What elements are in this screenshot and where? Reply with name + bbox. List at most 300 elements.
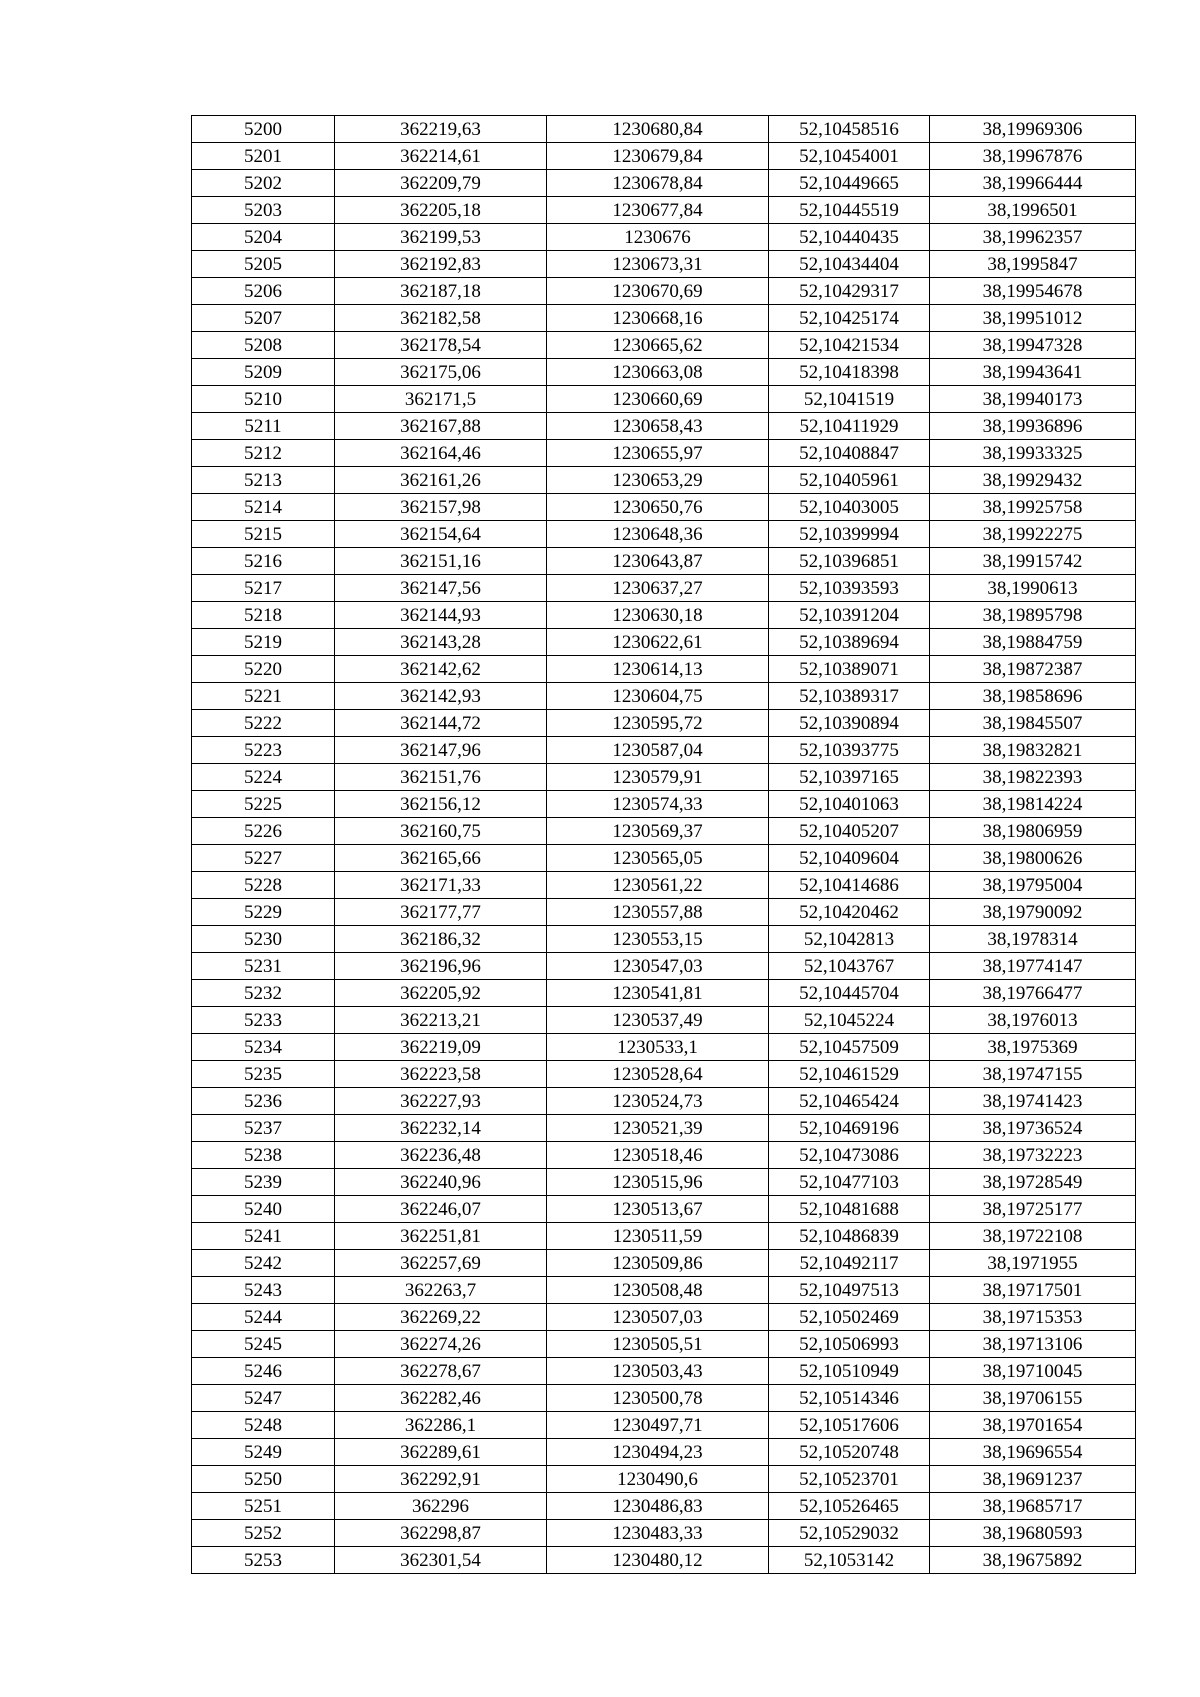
longitude-cell: 38,19696554 [930, 1439, 1136, 1466]
table-row [192, 656, 1136, 683]
table-row [192, 1142, 1136, 1169]
point-number-cell: 5216 [192, 548, 335, 575]
y-coordinate-cell: 1230595,72 [547, 710, 769, 737]
x-coordinate-cell: 362227,93 [335, 1088, 547, 1115]
table-row [192, 251, 1136, 278]
table-row [192, 710, 1136, 737]
longitude-cell: 38,19954678 [930, 278, 1136, 305]
x-coordinate-cell: 362165,66 [335, 845, 547, 872]
x-coordinate-cell: 362160,75 [335, 818, 547, 845]
y-coordinate-cell: 1230497,71 [547, 1412, 769, 1439]
y-coordinate-cell: 1230541,81 [547, 980, 769, 1007]
y-coordinate-cell: 1230604,75 [547, 683, 769, 710]
x-coordinate-cell: 362157,98 [335, 494, 547, 521]
x-coordinate-cell: 362232,14 [335, 1115, 547, 1142]
longitude-cell: 38,1976013 [930, 1007, 1136, 1034]
longitude-cell: 38,19691237 [930, 1466, 1136, 1493]
point-number-cell: 5253 [192, 1547, 335, 1574]
point-number-cell: 5229 [192, 899, 335, 926]
x-coordinate-cell: 362161,26 [335, 467, 547, 494]
latitude-cell: 52,10520748 [769, 1439, 930, 1466]
longitude-cell: 38,19741423 [930, 1088, 1136, 1115]
table-row [192, 1034, 1136, 1061]
longitude-cell: 38,19943641 [930, 359, 1136, 386]
longitude-cell: 38,19922275 [930, 521, 1136, 548]
latitude-cell: 52,10497513 [769, 1277, 930, 1304]
longitude-cell: 38,19806959 [930, 818, 1136, 845]
y-coordinate-cell: 1230676 [547, 224, 769, 251]
longitude-cell: 38,19962357 [930, 224, 1136, 251]
latitude-cell: 52,10403005 [769, 494, 930, 521]
x-coordinate-cell: 362151,76 [335, 764, 547, 791]
x-coordinate-cell: 362205,18 [335, 197, 547, 224]
table-row [192, 440, 1136, 467]
table-row [192, 521, 1136, 548]
table-row [192, 1115, 1136, 1142]
x-coordinate-cell: 362209,79 [335, 170, 547, 197]
longitude-cell: 38,19701654 [930, 1412, 1136, 1439]
x-coordinate-cell: 362286,1 [335, 1412, 547, 1439]
x-coordinate-cell: 362164,46 [335, 440, 547, 467]
latitude-cell: 52,10389071 [769, 656, 930, 683]
latitude-cell: 52,10449665 [769, 170, 930, 197]
table-row [192, 1412, 1136, 1439]
table-row [192, 1520, 1136, 1547]
longitude-cell: 38,19725177 [930, 1196, 1136, 1223]
y-coordinate-cell: 1230561,22 [547, 872, 769, 899]
latitude-cell: 52,10393593 [769, 575, 930, 602]
point-number-cell: 5247 [192, 1385, 335, 1412]
latitude-cell: 52,10425174 [769, 305, 930, 332]
longitude-cell: 38,19940173 [930, 386, 1136, 413]
latitude-cell: 52,10492117 [769, 1250, 930, 1277]
point-number-cell: 5217 [192, 575, 335, 602]
longitude-cell: 38,19728549 [930, 1169, 1136, 1196]
point-number-cell: 5200 [192, 116, 335, 143]
table-row [192, 791, 1136, 818]
longitude-cell: 38,19675892 [930, 1547, 1136, 1574]
latitude-cell: 52,10454001 [769, 143, 930, 170]
point-number-cell: 5210 [192, 386, 335, 413]
y-coordinate-cell: 1230513,67 [547, 1196, 769, 1223]
point-number-cell: 5251 [192, 1493, 335, 1520]
point-number-cell: 5219 [192, 629, 335, 656]
x-coordinate-cell: 362240,96 [335, 1169, 547, 1196]
point-number-cell: 5201 [192, 143, 335, 170]
y-coordinate-cell: 1230565,05 [547, 845, 769, 872]
longitude-cell: 38,19732223 [930, 1142, 1136, 1169]
y-coordinate-cell: 1230480,12 [547, 1547, 769, 1574]
x-coordinate-cell: 362147,56 [335, 575, 547, 602]
longitude-cell: 38,19951012 [930, 305, 1136, 332]
x-coordinate-cell: 362142,62 [335, 656, 547, 683]
x-coordinate-cell: 362142,93 [335, 683, 547, 710]
latitude-cell: 52,10420462 [769, 899, 930, 926]
x-coordinate-cell: 362214,61 [335, 143, 547, 170]
longitude-cell: 38,19795004 [930, 872, 1136, 899]
y-coordinate-cell: 1230503,43 [547, 1358, 769, 1385]
table-row [192, 1277, 1136, 1304]
longitude-cell: 38,19710045 [930, 1358, 1136, 1385]
longitude-cell: 38,19832821 [930, 737, 1136, 764]
x-coordinate-cell: 362171,5 [335, 386, 547, 413]
table-row [192, 1304, 1136, 1331]
table-row [192, 953, 1136, 980]
latitude-cell: 52,10502469 [769, 1304, 930, 1331]
y-coordinate-cell: 1230650,76 [547, 494, 769, 521]
table-row [192, 467, 1136, 494]
latitude-cell: 52,10523701 [769, 1466, 930, 1493]
y-coordinate-cell: 1230537,49 [547, 1007, 769, 1034]
y-coordinate-cell: 1230483,33 [547, 1520, 769, 1547]
table-row [192, 143, 1136, 170]
latitude-cell: 52,10469196 [769, 1115, 930, 1142]
latitude-cell: 52,10393775 [769, 737, 930, 764]
longitude-cell: 38,19800626 [930, 845, 1136, 872]
x-coordinate-cell: 362182,58 [335, 305, 547, 332]
x-coordinate-cell: 362154,64 [335, 521, 547, 548]
y-coordinate-cell: 1230553,15 [547, 926, 769, 953]
longitude-cell: 38,19706155 [930, 1385, 1136, 1412]
longitude-cell: 38,1995847 [930, 251, 1136, 278]
point-number-cell: 5202 [192, 170, 335, 197]
x-coordinate-cell: 362298,87 [335, 1520, 547, 1547]
x-coordinate-cell: 362175,06 [335, 359, 547, 386]
x-coordinate-cell: 362192,83 [335, 251, 547, 278]
latitude-cell: 52,1043767 [769, 953, 930, 980]
point-number-cell: 5211 [192, 413, 335, 440]
point-number-cell: 5238 [192, 1142, 335, 1169]
table-row [192, 305, 1136, 332]
table-row [192, 926, 1136, 953]
point-number-cell: 5245 [192, 1331, 335, 1358]
table-row [192, 224, 1136, 251]
x-coordinate-cell: 362269,22 [335, 1304, 547, 1331]
longitude-cell: 38,19966444 [930, 170, 1136, 197]
point-number-cell: 5222 [192, 710, 335, 737]
y-coordinate-cell: 1230658,43 [547, 413, 769, 440]
y-coordinate-cell: 1230505,51 [547, 1331, 769, 1358]
x-coordinate-cell: 362219,63 [335, 116, 547, 143]
y-coordinate-cell: 1230500,78 [547, 1385, 769, 1412]
table-row [192, 386, 1136, 413]
table-row [192, 116, 1136, 143]
latitude-cell: 52,10405961 [769, 467, 930, 494]
y-coordinate-cell: 1230665,62 [547, 332, 769, 359]
longitude-cell: 38,19884759 [930, 629, 1136, 656]
coordinates-table [191, 115, 1136, 1574]
latitude-cell: 52,10486839 [769, 1223, 930, 1250]
x-coordinate-cell: 362171,33 [335, 872, 547, 899]
longitude-cell: 38,19722108 [930, 1223, 1136, 1250]
table-row [192, 1493, 1136, 1520]
x-coordinate-cell: 362236,48 [335, 1142, 547, 1169]
point-number-cell: 5243 [192, 1277, 335, 1304]
y-coordinate-cell: 1230524,73 [547, 1088, 769, 1115]
point-number-cell: 5241 [192, 1223, 335, 1250]
latitude-cell: 52,10514346 [769, 1385, 930, 1412]
y-coordinate-cell: 1230587,04 [547, 737, 769, 764]
x-coordinate-cell: 362205,92 [335, 980, 547, 1007]
longitude-cell: 38,19895798 [930, 602, 1136, 629]
y-coordinate-cell: 1230574,33 [547, 791, 769, 818]
y-coordinate-cell: 1230507,03 [547, 1304, 769, 1331]
x-coordinate-cell: 362156,12 [335, 791, 547, 818]
table-row [192, 629, 1136, 656]
latitude-cell: 52,1053142 [769, 1547, 930, 1574]
latitude-cell: 52,10506993 [769, 1331, 930, 1358]
latitude-cell: 52,10411929 [769, 413, 930, 440]
x-coordinate-cell: 362213,21 [335, 1007, 547, 1034]
longitude-cell: 38,19747155 [930, 1061, 1136, 1088]
latitude-cell: 52,10517606 [769, 1412, 930, 1439]
point-number-cell: 5205 [192, 251, 335, 278]
table-row [192, 872, 1136, 899]
latitude-cell: 52,1042813 [769, 926, 930, 953]
longitude-cell: 38,1971955 [930, 1250, 1136, 1277]
longitude-cell: 38,19858696 [930, 683, 1136, 710]
table-row [192, 1547, 1136, 1574]
longitude-cell: 38,19685717 [930, 1493, 1136, 1520]
table-row [192, 332, 1136, 359]
y-coordinate-cell: 1230678,84 [547, 170, 769, 197]
point-number-cell: 5236 [192, 1088, 335, 1115]
x-coordinate-cell: 362196,96 [335, 953, 547, 980]
latitude-cell: 52,10389317 [769, 683, 930, 710]
latitude-cell: 52,10458516 [769, 116, 930, 143]
longitude-cell: 38,1990613 [930, 575, 1136, 602]
latitude-cell: 52,1045224 [769, 1007, 930, 1034]
point-number-cell: 5234 [192, 1034, 335, 1061]
table-row [192, 278, 1136, 305]
longitude-cell: 38,19925758 [930, 494, 1136, 521]
point-number-cell: 5228 [192, 872, 335, 899]
x-coordinate-cell: 362199,53 [335, 224, 547, 251]
x-coordinate-cell: 362144,93 [335, 602, 547, 629]
latitude-cell: 52,10477103 [769, 1169, 930, 1196]
x-coordinate-cell: 362257,69 [335, 1250, 547, 1277]
y-coordinate-cell: 1230630,18 [547, 602, 769, 629]
point-number-cell: 5235 [192, 1061, 335, 1088]
point-number-cell: 5232 [192, 980, 335, 1007]
latitude-cell: 52,10396851 [769, 548, 930, 575]
table-row [192, 548, 1136, 575]
point-number-cell: 5223 [192, 737, 335, 764]
y-coordinate-cell: 1230648,36 [547, 521, 769, 548]
y-coordinate-cell: 1230668,16 [547, 305, 769, 332]
y-coordinate-cell: 1230653,29 [547, 467, 769, 494]
longitude-cell: 38,1996501 [930, 197, 1136, 224]
longitude-cell: 38,19845507 [930, 710, 1136, 737]
latitude-cell: 52,1041519 [769, 386, 930, 413]
point-number-cell: 5212 [192, 440, 335, 467]
point-number-cell: 5242 [192, 1250, 335, 1277]
y-coordinate-cell: 1230533,1 [547, 1034, 769, 1061]
latitude-cell: 52,10389694 [769, 629, 930, 656]
latitude-cell: 52,10429317 [769, 278, 930, 305]
table-row [192, 818, 1136, 845]
point-number-cell: 5250 [192, 1466, 335, 1493]
latitude-cell: 52,10445704 [769, 980, 930, 1007]
longitude-cell: 38,19790092 [930, 899, 1136, 926]
latitude-cell: 52,10391204 [769, 602, 930, 629]
point-number-cell: 5239 [192, 1169, 335, 1196]
table-row [192, 1331, 1136, 1358]
latitude-cell: 52,10399994 [769, 521, 930, 548]
latitude-cell: 52,10465424 [769, 1088, 930, 1115]
y-coordinate-cell: 1230677,84 [547, 197, 769, 224]
latitude-cell: 52,10434404 [769, 251, 930, 278]
y-coordinate-cell: 1230490,6 [547, 1466, 769, 1493]
y-coordinate-cell: 1230528,64 [547, 1061, 769, 1088]
x-coordinate-cell: 362223,58 [335, 1061, 547, 1088]
x-coordinate-cell: 362144,72 [335, 710, 547, 737]
y-coordinate-cell: 1230486,83 [547, 1493, 769, 1520]
point-number-cell: 5233 [192, 1007, 335, 1034]
longitude-cell: 38,19713106 [930, 1331, 1136, 1358]
longitude-cell: 38,19814224 [930, 791, 1136, 818]
latitude-cell: 52,10405207 [769, 818, 930, 845]
table-row [192, 980, 1136, 1007]
table-row [192, 1061, 1136, 1088]
point-number-cell: 5215 [192, 521, 335, 548]
point-number-cell: 5214 [192, 494, 335, 521]
latitude-cell: 52,10445519 [769, 197, 930, 224]
y-coordinate-cell: 1230494,23 [547, 1439, 769, 1466]
y-coordinate-cell: 1230557,88 [547, 899, 769, 926]
longitude-cell: 38,19766477 [930, 980, 1136, 1007]
y-coordinate-cell: 1230614,13 [547, 656, 769, 683]
point-number-cell: 5206 [192, 278, 335, 305]
table-row [192, 1385, 1136, 1412]
table-row [192, 1169, 1136, 1196]
x-coordinate-cell: 362143,28 [335, 629, 547, 656]
latitude-cell: 52,10409604 [769, 845, 930, 872]
table-row [192, 1007, 1136, 1034]
point-number-cell: 5227 [192, 845, 335, 872]
latitude-cell: 52,10529032 [769, 1520, 930, 1547]
y-coordinate-cell: 1230670,69 [547, 278, 769, 305]
longitude-cell: 38,19929432 [930, 467, 1136, 494]
table-row [192, 899, 1136, 926]
point-number-cell: 5220 [192, 656, 335, 683]
table-row [192, 413, 1136, 440]
longitude-cell: 38,19680593 [930, 1520, 1136, 1547]
table-row [192, 602, 1136, 629]
latitude-cell: 52,10408847 [769, 440, 930, 467]
latitude-cell: 52,10457509 [769, 1034, 930, 1061]
point-number-cell: 5204 [192, 224, 335, 251]
longitude-cell: 38,19969306 [930, 116, 1136, 143]
y-coordinate-cell: 1230509,86 [547, 1250, 769, 1277]
point-number-cell: 5207 [192, 305, 335, 332]
table-row [192, 1439, 1136, 1466]
longitude-cell: 38,19947328 [930, 332, 1136, 359]
x-coordinate-cell: 362278,67 [335, 1358, 547, 1385]
y-coordinate-cell: 1230655,97 [547, 440, 769, 467]
point-number-cell: 5226 [192, 818, 335, 845]
y-coordinate-cell: 1230637,27 [547, 575, 769, 602]
y-coordinate-cell: 1230518,46 [547, 1142, 769, 1169]
y-coordinate-cell: 1230579,91 [547, 764, 769, 791]
y-coordinate-cell: 1230622,61 [547, 629, 769, 656]
y-coordinate-cell: 1230515,96 [547, 1169, 769, 1196]
longitude-cell: 38,19717501 [930, 1277, 1136, 1304]
table-row [192, 1196, 1136, 1223]
x-coordinate-cell: 362178,54 [335, 332, 547, 359]
table-row [192, 575, 1136, 602]
table-row [192, 845, 1136, 872]
point-number-cell: 5244 [192, 1304, 335, 1331]
y-coordinate-cell: 1230679,84 [547, 143, 769, 170]
x-coordinate-cell: 362251,81 [335, 1223, 547, 1250]
latitude-cell: 52,10440435 [769, 224, 930, 251]
point-number-cell: 5213 [192, 467, 335, 494]
x-coordinate-cell: 362187,18 [335, 278, 547, 305]
point-number-cell: 5252 [192, 1520, 335, 1547]
x-coordinate-cell: 362289,61 [335, 1439, 547, 1466]
longitude-cell: 38,19715353 [930, 1304, 1136, 1331]
latitude-cell: 52,10473086 [769, 1142, 930, 1169]
latitude-cell: 52,10390894 [769, 710, 930, 737]
table-row [192, 359, 1136, 386]
table-row [192, 1088, 1136, 1115]
table-row [192, 737, 1136, 764]
point-number-cell: 5230 [192, 926, 335, 953]
latitude-cell: 52,10526465 [769, 1493, 930, 1520]
x-coordinate-cell: 362219,09 [335, 1034, 547, 1061]
longitude-cell: 38,19822393 [930, 764, 1136, 791]
table-row [192, 1466, 1136, 1493]
latitude-cell: 52,10401063 [769, 791, 930, 818]
point-number-cell: 5231 [192, 953, 335, 980]
x-coordinate-cell: 362274,26 [335, 1331, 547, 1358]
latitude-cell: 52,10414686 [769, 872, 930, 899]
latitude-cell: 52,10397165 [769, 764, 930, 791]
latitude-cell: 52,10418398 [769, 359, 930, 386]
y-coordinate-cell: 1230673,31 [547, 251, 769, 278]
x-coordinate-cell: 362186,32 [335, 926, 547, 953]
point-number-cell: 5248 [192, 1412, 335, 1439]
y-coordinate-cell: 1230680,84 [547, 116, 769, 143]
longitude-cell: 38,1975369 [930, 1034, 1136, 1061]
longitude-cell: 38,19774147 [930, 953, 1136, 980]
point-number-cell: 5218 [192, 602, 335, 629]
y-coordinate-cell: 1230663,08 [547, 359, 769, 386]
point-number-cell: 5237 [192, 1115, 335, 1142]
y-coordinate-cell: 1230660,69 [547, 386, 769, 413]
y-coordinate-cell: 1230508,48 [547, 1277, 769, 1304]
point-number-cell: 5224 [192, 764, 335, 791]
longitude-cell: 38,1978314 [930, 926, 1136, 953]
longitude-cell: 38,19872387 [930, 656, 1136, 683]
x-coordinate-cell: 362301,54 [335, 1547, 547, 1574]
table-row [192, 170, 1136, 197]
table-row [192, 1358, 1136, 1385]
longitude-cell: 38,19936896 [930, 413, 1136, 440]
table-row [192, 683, 1136, 710]
table-row [192, 1250, 1136, 1277]
x-coordinate-cell: 362151,16 [335, 548, 547, 575]
latitude-cell: 52,10481688 [769, 1196, 930, 1223]
latitude-cell: 52,10510949 [769, 1358, 930, 1385]
point-number-cell: 5208 [192, 332, 335, 359]
x-coordinate-cell: 362246,07 [335, 1196, 547, 1223]
table-row [192, 494, 1136, 521]
point-number-cell: 5240 [192, 1196, 335, 1223]
latitude-cell: 52,10461529 [769, 1061, 930, 1088]
point-number-cell: 5209 [192, 359, 335, 386]
